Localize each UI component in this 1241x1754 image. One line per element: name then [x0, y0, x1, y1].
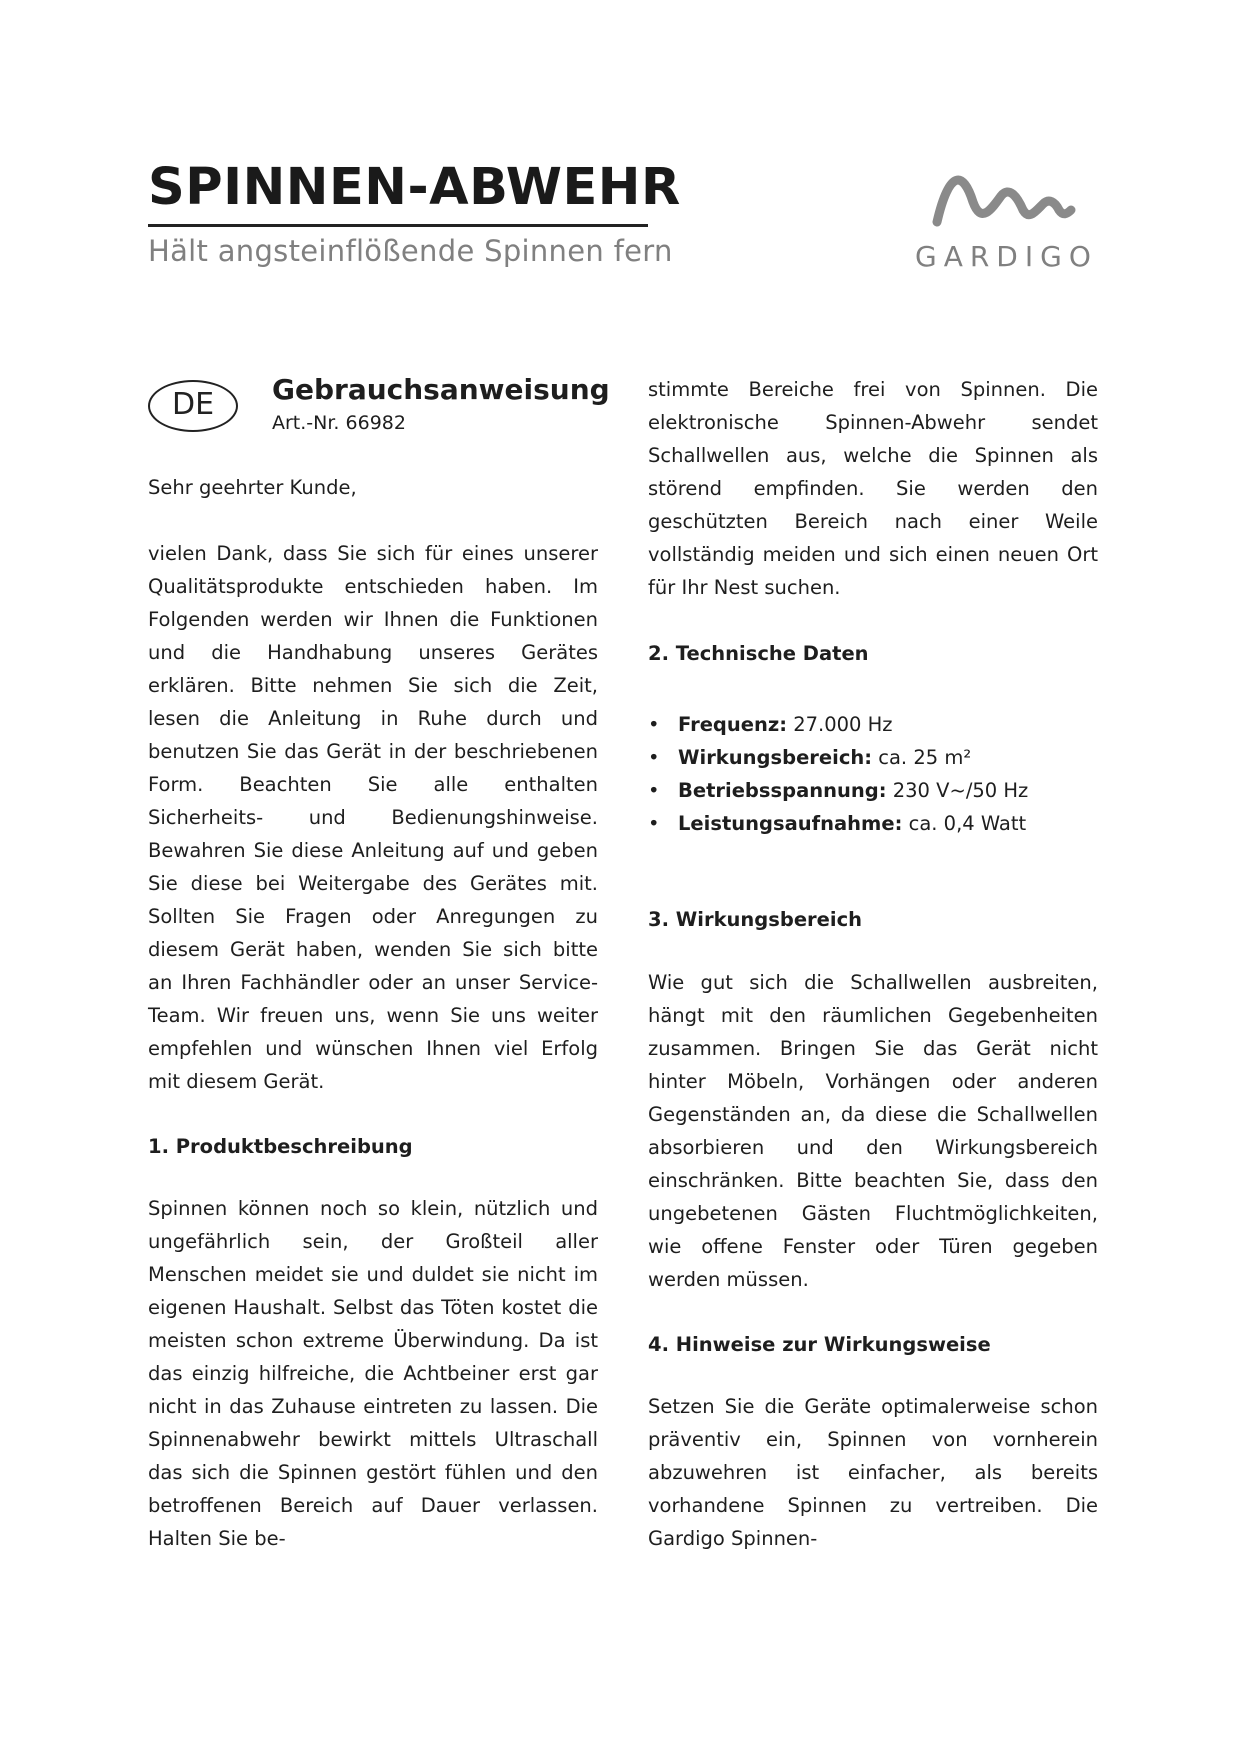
section-text-wirkungsbereich: Wie gut sich die Schallwellen ausbreiten, hängt mit den räumlichen Gegebenheiten zusammen. Bringen Sie das Gerät nicht hinter Möbeln, Vorhängen oder anderen Gegenständen an, da diese die Schallwellen absorbieren und den Wirkungsbereich einschränken. Bitte beachten Sie, dass den ungebetenen Gästen Fluchtmöglichkeiten, wie offene Fenster oder Türen gegeben werden müssen.	[648, 971, 1098, 1291]
product-subtitle: Hält angsteinflößende Spinnen fern	[148, 234, 673, 268]
spec-list	[648, 708, 1028, 840]
language-badge: DE	[148, 380, 238, 432]
intro-paragraph: vielen Dank, dass Sie sich für eines unserer Qualitätsprodukte entschieden haben. Im Folgenden werden wir Ihnen die Funktionen und die Handhabung unseres Gerätes erklären. Bitte nehmen Sie sich die Zeit, lesen die Anleitung in Ruhe durch und benutzen Sie das Gerät in der beschriebenen Form. Beachten Sie alle enthalten Sicherheits- und Bedienungshinweise. Bewahren Sie diese Anleitung auf und geben Sie diese bei Weitergabe des Gerätes mit. Sollten Sie Fragen oder Anregungen zu diesem Gerät haben, wenden Sie sich bitte an Ihren Fachhändler oder an unser Service-Team. Wir freuen uns, wenn Sie uns weiter empfehlen und wünschen Ihnen viel Erfolg mit diesem Gerät.	[148, 542, 598, 1093]
brand-name: GARDIGO	[915, 240, 1098, 273]
section-text-hinweise: Setzen Sie die Geräte optimalerweise schon präventiv ein, Spinnen von vornherein abzuwehren ist einfacher, als bereits vorhandene Spinnen zu vertreiben. Die Gardigo Spinnen-	[648, 1395, 1098, 1550]
section-heading-hinweise: 4. Hinweise zur Wirkungsweise	[648, 1333, 991, 1356]
section-heading-produktbeschreibung: 1. Produktbeschreibung	[148, 1135, 413, 1158]
section-text-produktbeschreibung: Spinnen können noch so klein, nützlich und ungefährlich sein, der Großteil aller Menschen meidet sie und duldet sie nicht im eigenen Haushalt. Selbst das Töten kostet die meisten schon extreme Überwindung. Da ist das einzig hilfreiche, die Achtbeiner erst gar nicht in das Zuhause eintreten zu lassen. Die Spinnenabwehr bewirkt mittels Ultraschall das sich die Spinnen gestört fühlen und den betroffenen Bereich auf Dauer verlassen. Halten Sie be-	[148, 1197, 598, 1550]
section-heading-technische-daten: 2. Technische Daten	[648, 642, 869, 665]
continuation-paragraph: stimmte Bereiche frei von Spinnen. Die elektronische Spinnen-Abwehr sendet Schallwellen aus, welche die Spinnen als störend empfinden. Sie werden den geschützten Bereich nach einer Weile vollständig meiden und sich einen neuen Ort für Ihr Nest suchen.	[648, 378, 1098, 599]
spec-item: • Leistungsaufnahme: ca. 0,4 Watt	[648, 807, 1028, 840]
spec-item: • Frequenz: 27.000 Hz	[648, 708, 1028, 741]
document-heading: Gebrauchsanweisung	[272, 373, 610, 406]
gardigo-logo	[915, 160, 1098, 275]
article-number: Art.-Nr. 66982	[272, 412, 406, 434]
section-heading-wirkungsbereich: 3. Wirkungsbereich	[648, 908, 863, 931]
spec-item: • Betriebsspannung: 230 V~/50 Hz	[648, 774, 1028, 807]
gardigo-wave-icon	[915, 160, 1095, 238]
title-underline	[148, 224, 648, 227]
greeting: Sehr geehrter Kunde,	[148, 476, 357, 499]
product-title: SPINNEN-ABWEHR	[148, 158, 681, 217]
spec-item: • Wirkungsbereich: ca. 25 m²	[648, 741, 1028, 774]
